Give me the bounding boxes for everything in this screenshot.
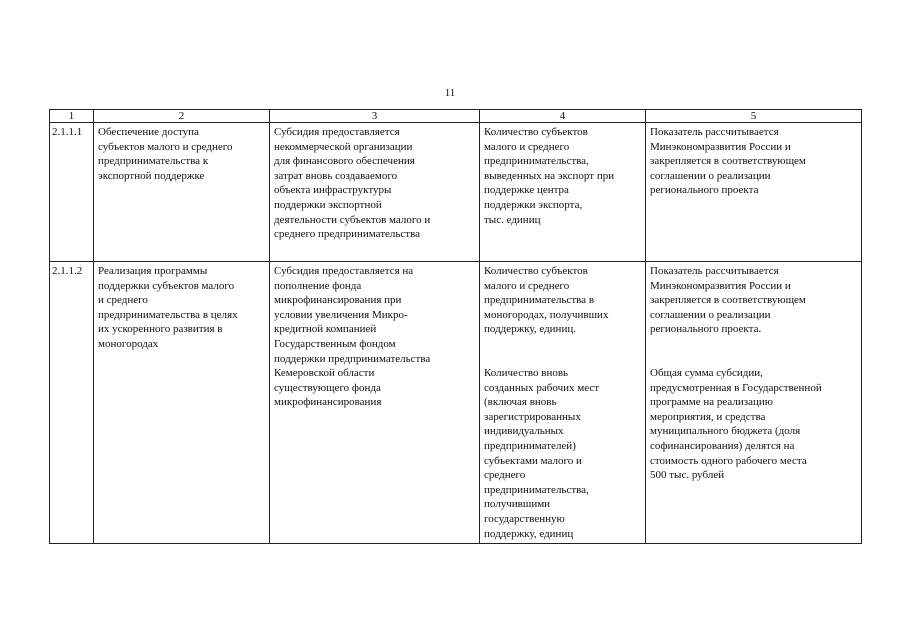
text-line: экспортной поддержке — [98, 169, 205, 182]
column-header: 4 — [480, 110, 646, 123]
text-line: тыс. единиц — [484, 213, 541, 226]
table-row — [50, 123, 862, 262]
text-line: кредитной компанией — [274, 323, 377, 336]
text-line: выведенных на экспорт при — [484, 169, 615, 182]
text-line: малого и среднего — [484, 140, 570, 153]
text-line: среднего предпринимательства — [274, 228, 421, 241]
text-line: малого и среднего — [484, 279, 570, 292]
text-line: Субсидия предоставляется на — [274, 265, 414, 277]
text-line: некоммерческой организации — [274, 140, 413, 153]
table-header-row — [50, 110, 862, 123]
text-line: 500 тыс. рублей — [650, 469, 725, 482]
text-line: Кемеровской области — [274, 367, 375, 380]
text-line: деятельности субъектов малого и — [274, 213, 431, 226]
text-line: Минэкономразвития России и — [650, 140, 791, 153]
text-line: получившими — [484, 498, 551, 511]
text-line: Общая сумма субсидии, — [650, 366, 763, 379]
text-line: субъектов малого и среднего — [98, 140, 233, 153]
text-line: предпринимательства, — [484, 483, 589, 496]
text-line: государственную — [484, 512, 565, 525]
text-line: условии увеличения Микро- — [274, 308, 408, 321]
calculation-block — [650, 264, 857, 337]
indicator-block — [484, 366, 641, 541]
text-line: регионального проекта — [650, 184, 759, 197]
text-line: затрат вновь создаваемого — [274, 169, 398, 182]
text-line: поддержку, единиц. — [484, 323, 576, 336]
text-line: моногородах — [98, 337, 159, 350]
text-line: поддержку, единиц — [484, 527, 574, 540]
text-line: зарегистрированных — [484, 410, 581, 423]
text-line: поддержки экспортной — [274, 198, 382, 211]
text-line: муниципального бюджета (доля — [650, 425, 801, 438]
text-line: Обеспечение доступа — [98, 126, 199, 138]
text-line: программе на реализацию — [650, 396, 773, 409]
condition-cell — [270, 123, 480, 262]
column-header: 5 — [646, 110, 862, 123]
text-line: мероприятия, и средства — [650, 410, 766, 423]
text-line: Минэкономразвития России и — [650, 279, 791, 292]
text-line: микрофинансирования — [274, 396, 382, 409]
text-line: объекта инфраструктуры — [274, 184, 392, 197]
text-line: Показатель рассчитывается — [650, 126, 779, 138]
text-line: соглашении о реализации — [650, 308, 771, 321]
text-line: существующего фонда — [274, 381, 381, 394]
text-line: Количество субъектов — [484, 265, 588, 277]
text-line: регионального проекта. — [650, 323, 762, 336]
text-line: пополнение фонда — [274, 279, 362, 292]
text-line: закрепляется в соответствующем — [650, 294, 806, 307]
row-code-cell: 2.1.1.1 — [50, 123, 94, 262]
text-line: для финансового обеспечения — [274, 155, 415, 168]
text-line: поддержке центра — [484, 184, 569, 197]
text-line: Реализация программы — [98, 265, 208, 277]
text-line: созданных рабочих мест — [484, 381, 600, 394]
indicator-block — [484, 264, 641, 337]
table-row — [50, 262, 862, 544]
text-line: Показатель рассчитывается — [650, 265, 779, 277]
text-line: моногородах, получивших — [484, 308, 609, 321]
calculation-block — [650, 366, 857, 483]
calculation-cell — [646, 123, 862, 262]
text-line: микрофинансирования при — [274, 294, 402, 307]
text-line: субъектами малого и — [484, 454, 582, 467]
text-line: стоимость одного рабочего места — [650, 454, 807, 467]
measure-cell — [94, 123, 270, 262]
text-line: соглашении о реализации — [650, 169, 771, 182]
calculation-cell — [646, 262, 862, 544]
indicator-cell — [480, 262, 646, 544]
text-line: поддержки субъектов малого — [98, 279, 235, 292]
page-number: 11 — [444, 87, 456, 99]
text-line: софинансирования) делятся на — [650, 439, 795, 452]
column-header: 2 — [94, 110, 270, 123]
column-header: 1 — [50, 110, 94, 123]
data-table — [49, 109, 862, 544]
text-line: предпринимательства в — [484, 294, 595, 307]
text-line: предусмотренная в Государственной — [650, 381, 822, 394]
condition-cell — [270, 262, 480, 544]
text-line: предпринимательства к — [98, 155, 209, 168]
text-line: поддержки экспорта, — [484, 198, 583, 211]
text-line: среднего — [484, 469, 526, 482]
text-line: предпринимателей) — [484, 439, 576, 452]
column-header: 3 — [270, 110, 480, 123]
measure-cell — [94, 262, 270, 544]
text-line: (включая вновь — [484, 396, 557, 409]
indicator-cell — [480, 123, 646, 262]
text-line: Количество субъектов — [484, 126, 588, 138]
text-line: Субсидия предоставляется — [274, 126, 400, 138]
text-line: и среднего — [98, 294, 148, 307]
text-line: Государственным фондом — [274, 337, 396, 350]
text-line: индивидуальных — [484, 425, 564, 438]
text-line: предпринимательства, — [484, 155, 589, 168]
text-line: предпринимательства в целях — [98, 308, 238, 321]
text-line: Количество вновь — [484, 366, 569, 379]
text-line: их ускоренного развития в — [98, 323, 223, 336]
text-line: закрепляется в соответствующем — [650, 155, 806, 168]
text-line: поддержки предпринимательства — [274, 352, 431, 365]
row-code-cell: 2.1.1.2 — [50, 262, 94, 544]
